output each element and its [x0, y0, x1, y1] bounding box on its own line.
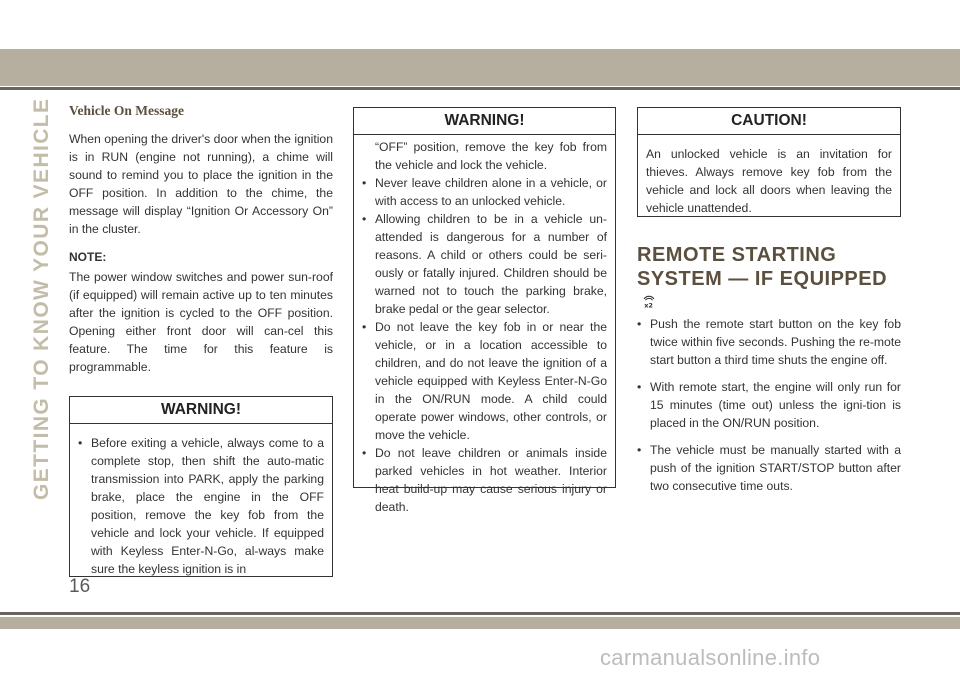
footer-rule — [0, 612, 960, 615]
remote-start-item: • With remote start, the engine will only run for 15 minutes (time out) unless the igni-tion is placed in the ON/RUN position. — [637, 378, 901, 432]
caution-text: An unlocked vehicle is an invitation for thieves. Always remove key fob from the vehicle and lock all doors when leaving the vehicle unattended. — [646, 147, 892, 215]
vehicle-on-message-paragraph: When opening the driver's door when the ignition is in RUN (engine not running), a chime will sound to remind you to place the ignition in the OFF position. In addition to the chime, the message will display “Ignition Or Accessory On” in the cluster. — [69, 132, 333, 236]
caution-title: CAUTION! — [638, 108, 900, 135]
warning-list — [362, 138, 607, 516]
heading-line-1: REMOTE STARTING — [637, 244, 837, 266]
vehicle-on-message-heading: Vehicle On Message — [69, 103, 184, 118]
header-band — [0, 49, 960, 86]
warning-list — [78, 434, 324, 578]
warning-item: • Never leave children alone in a vehicle, or with access to an unlocked vehicle. — [362, 174, 607, 210]
warning-title: WARNING! — [354, 108, 615, 135]
page-number: 16 — [69, 576, 91, 597]
caution-box — [637, 107, 901, 217]
warning-box-1 — [69, 396, 333, 577]
warning-item: • Do not leave children or animals inside parked vehicles in hot weather. Interior heat build-up may cause serious injury or death. — [362, 444, 607, 516]
warning-item: • Allowing children to be in a vehicle un-attended is dangerous for a number of reasons. A child or others could be seri-ously or fatally injured. Children should be warned not to touch the parking brake, brake pedal or the gear selector. — [362, 210, 607, 318]
warning-item: • Before exiting a vehicle, always come to a complete stop, then shift the auto-matic transmission into PARK, apply the parking brake, place the engine in the OFF position, remove the key fob from the vehicle and lock your vehicle. If equipped with Keyless Enter-N-Go, al-ways make sure the keyless ignition is in — [78, 434, 324, 578]
note-paragraph: The power window switches and power sun-roof (if equipped) will remain active up to ten minutes after the ignition is cycled to the OFF position. Opening either front door will can-cel this feature. The time for this feature is programmable. — [69, 270, 333, 374]
footer-band — [0, 617, 960, 629]
column-left — [69, 102, 333, 577]
warning-box-2 — [353, 107, 616, 514]
column-middle — [353, 107, 616, 514]
header-rule — [0, 87, 960, 90]
warning-item: • Do not leave the key fob in or near the vehicle, or in a location accessible to children, and do not leave the ignition of a vehicle equipped with Keyless Enter-N-Go in the ON/RUN mode. A child could operate power windows, other controls, or move the vehicle. — [362, 318, 607, 444]
warning-title: WARNING! — [70, 397, 332, 424]
section-side-label: GETTING TO KNOW YOUR VEHICLE — [30, 97, 53, 500]
column-right — [637, 107, 901, 504]
remote-starting-heading — [637, 243, 901, 291]
svg-text:x2: x2 — [644, 301, 653, 309]
remote-start-list — [637, 315, 901, 495]
remote-start-item: • The vehicle must be manually started with a push of the ignition START/STOP button after two consecutive time outs. — [637, 441, 901, 495]
remote-start-item: • Push the remote start button on the key fob twice within five seconds. Pushing the re-mote start button a third time shuts the engine off. — [637, 315, 901, 369]
heading-line-2: SYSTEM — IF EQUIPPED — [637, 268, 888, 290]
site-watermark: carmanualsonline.info — [600, 645, 821, 670]
warning-continuation: “OFF” position, remove the key fob from the vehicle and lock the vehicle. — [375, 140, 607, 172]
remote-start-x2-icon — [642, 295, 656, 309]
note-label: NOTE: — [69, 250, 107, 264]
